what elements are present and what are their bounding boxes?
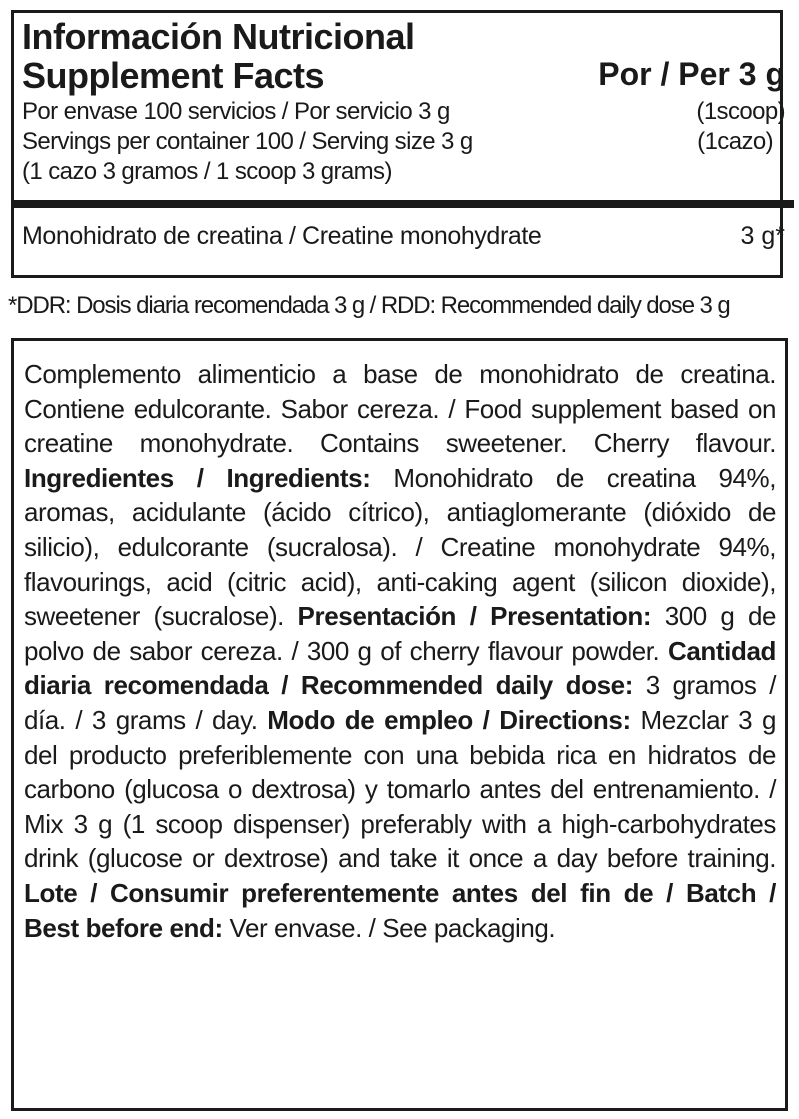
ingredient-name: Monohidrato de creatina / Creatine monohydrate	[22, 222, 542, 250]
ingredients-text: Monohidrato de creatina 94%, aromas, acidulante (ácido cítrico), antiaglomerante (dióxido de silicio), edulcorante (sucralosa). / Creatine monohydrate 94%, flavourings, acid (citric acid), anti-caking agent (silicon dioxide), sweetener (sucralose).	[24, 462, 776, 632]
description-intro: Complemento alimenticio a base de monohidrato de creatina. Contiene edulcorante. Sabor cereza. / Food supplement based on creatine monohydrate. Contains sweetener. Cherry flavour.	[24, 359, 776, 459]
servings-spanish: Por envase 100 servicios / Por servicio 3 g	[22, 98, 450, 125]
dose-label: Cantidad diaria recomendada / Recommended daily dose:	[24, 635, 776, 701]
ingredients-label: Ingredientes / Ingredients:	[24, 462, 371, 493]
directions-text: Mezclar 3 g del producto preferiblemente con una bebida rica en hidratos de carbono (glucosa o dextrosa) y tomarlo antes del entrenamiento. / Mix 3 g (1 scoop dispenser) preferably with a high-carbohydrates drink (glucose or dextrose) and take it once a day before training.	[24, 704, 776, 874]
facts-divider	[14, 200, 794, 208]
product-description-text	[24, 357, 776, 945]
presentation-text: 300 g de polvo de sabor cereza. / 300 g of cherry flavour powder.	[24, 601, 776, 666]
batch-label: Lote / Consumir preferentemente antes del fin de / Batch / Best before end:	[24, 877, 776, 943]
directions-label: Modo de empleo / Directions:	[267, 704, 631, 735]
dose-text: 3 gramos / día. / 3 grams / day.	[24, 670, 776, 735]
facts-title-spanish: Información Nutricional	[22, 16, 415, 57]
serving-unit-cazo: (1cazo)	[697, 128, 773, 155]
daily-dose-footnote: *DDR: Dosis diaria recomendada 3 g / RDD: Recommended daily dose 3 g	[8, 292, 730, 319]
serving-unit-scoop: (1scoop)	[696, 98, 785, 125]
presentation-label: Presentación / Presentation:	[297, 601, 652, 632]
ingredient-amount: 3 g*	[740, 222, 785, 250]
batch-text: Ver envase. / See packaging.	[229, 912, 556, 943]
facts-title-english: Supplement Facts	[22, 55, 325, 96]
scoop-note: (1 cazo 3 gramos / 1 scoop 3 grams)	[22, 158, 392, 185]
servings-english: Servings per container 100 / Serving size 3 g	[22, 128, 473, 155]
per-serving-label: Por / Per 3 g	[598, 56, 785, 92]
